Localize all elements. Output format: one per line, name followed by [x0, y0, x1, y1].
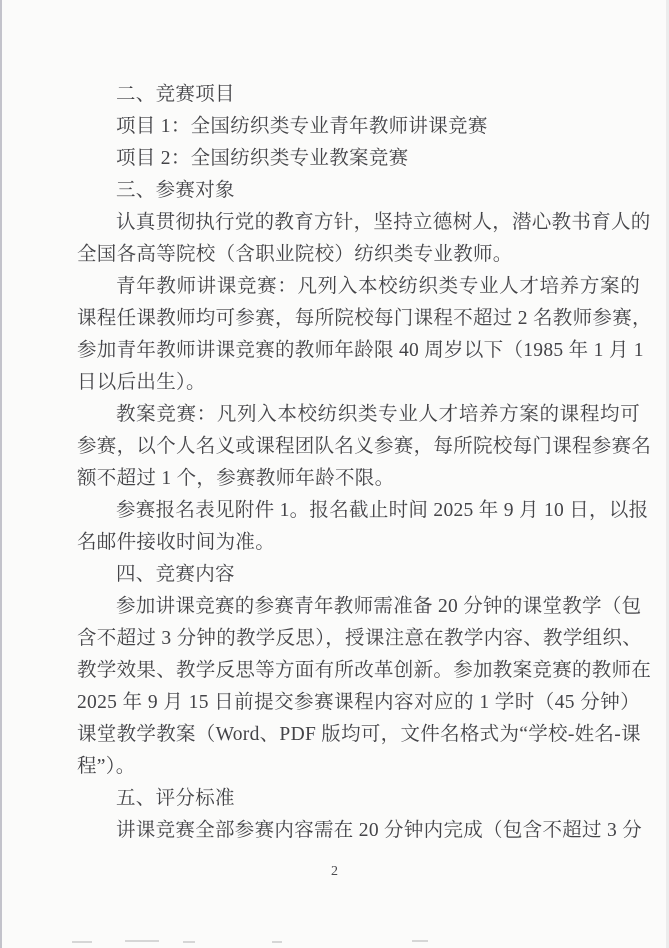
document-body [77, 79, 652, 847]
scan-bottom-artifact [412, 940, 428, 942]
scan-bottom-artifact [183, 941, 195, 943]
text-line: 课堂教学教案（Word、PDF 版均可，文件名格式为“学校-姓名-课 [77, 724, 641, 745]
scan-bottom-artifact [272, 941, 282, 943]
scan-left-edge-line [0, 0, 2, 948]
page-number: 2 [331, 864, 338, 879]
text-line: 程”）。 [77, 756, 136, 777]
text-line: 教案竞赛：凡列入本校纺织类专业人才培养方案的课程均可 [116, 404, 640, 425]
text-line: 参加讲课竞赛的参赛青年教师需准备 20 分钟的课堂教学（包 [116, 596, 642, 617]
text-line: 项目 2：全国纺织类专业教案竞赛 [116, 148, 409, 169]
text-line: 2025 年 9 月 15 日前提交参赛课程内容对应的 1 学时（45 分钟） [77, 692, 640, 713]
text-line: 额不超过 1 个，参赛教师年龄不限。 [77, 468, 395, 489]
text-line: 课程任课教师均可参赛，每所院校每门课程不超过 2 名教师参赛， [77, 308, 652, 329]
text-line: 二、竞赛项目 [116, 84, 235, 105]
text-line: 参赛，以个人名义或课程团队名义参赛，每所院校每门课程参赛名 [77, 436, 652, 457]
text-line: 三、参赛对象 [116, 180, 235, 201]
text-line: 讲课竞赛全部参赛内容需在 20 分钟内完成（包含不超过 3 分 [116, 820, 643, 841]
text-line: 项目 1：全国纺织类专业青年教师讲课竞赛 [116, 116, 488, 137]
text-line: 名邮件接收时间为准。 [77, 532, 276, 553]
scan-bottom-artifact [72, 941, 92, 943]
text-line: 含不超过 3 分钟的教学反思），授课注意在教学内容、教学组织、 [77, 628, 643, 649]
text-line: 认真贯彻执行党的教育方针，坚持立德树人，潜心教书育人的 [116, 212, 651, 233]
text-line: 教学效果、教学反思等方面有所改革创新。参加教案竞赛的教师在 [77, 660, 652, 681]
text-line: 四、竞赛内容 [116, 564, 235, 585]
text-line: 参加青年教师讲课竞赛的教师年龄限 40 周岁以下（1985 年 1 月 1 [77, 340, 644, 361]
text-line: 日以后出生）。 [77, 372, 206, 393]
text-line: 参赛报名表见附件 1。报名截止时间 2025 年 9 月 10 日，以报 [116, 500, 649, 521]
text-line: 青年教师讲课竞赛：凡列入本校纺织类专业人才培养方案的 [116, 276, 640, 297]
scan-bottom-artifact [125, 940, 159, 942]
text-line: 五、评分标准 [116, 788, 235, 809]
text-line: 全国各高等院校（含职业院校）纺织类专业教师。 [77, 244, 513, 265]
